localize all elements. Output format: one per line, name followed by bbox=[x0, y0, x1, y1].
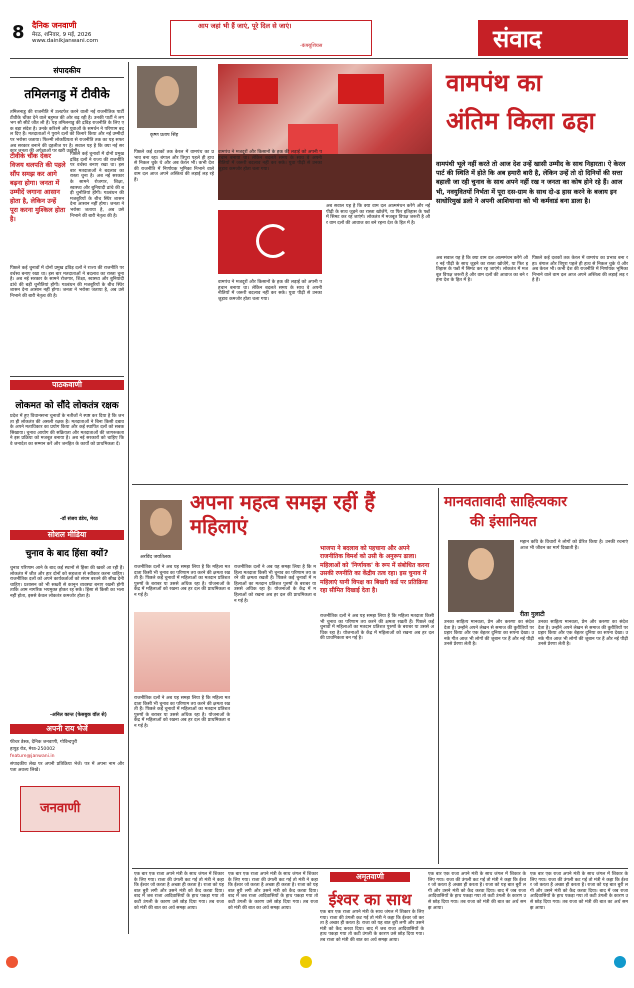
lead-body-col2: वामपंथ ने मजदूरों और किसानों के हक की लड़ाई को अपनी पहचान बनाया था। लेकिन बदलते समय के साथ वे अपनी नीतियों में जरूरी बदलाव नहीं कर सके। युवा पीढ़ी से उनका जुड़ाव कमजोर होता चला गया। bbox=[218, 150, 322, 172]
contact-label: अपनी राय भेजें bbox=[10, 724, 124, 734]
women-photo bbox=[134, 612, 230, 692]
editorial-pullquote: टीवीके चौंक देकर विजय थलपति की पहले सौंप समझ कर आगे बढ़ना होगा। जनता में उम्मीदें जगाना आसान होता है, लेकिन उन्हें पूरा करना मुश्किल होता है। bbox=[10, 152, 66, 223]
women-standfirst: भाजपा ने बदलाव को पहचाना और अपने राजनीतिक विमर्श को उसी के अनुरूप ढाला। महिलाओं को 'निर्णायक' के रूप में संबोधित करना उसकी रणनीति का केंद्रीय तत्व रहा। इस चुनाव में महिलाएं यानी विपक्ष का बिखरी कर्ड पर प्रतिक्रिया रहा सीमित दिखाई देता है। bbox=[320, 545, 430, 595]
amritvani-headline: ईश्वर का साथ bbox=[328, 890, 412, 909]
reg-mark-right bbox=[614, 956, 626, 968]
page-number: 8 bbox=[12, 22, 25, 43]
amritvani-label: अमृतवाणी bbox=[330, 872, 410, 882]
women-headline: अपना महत्व समझ रहीं हैं महिलाएं bbox=[190, 490, 375, 538]
social-label: सोशल मीडिया bbox=[10, 530, 124, 540]
amritvani-col1: एक बार एक राजा अपने मंत्री के साथ जंगल में शिकार के लिए गया। राजा की उंगली कट गई तो मंत्री ने कहा कि ईश्वर जो करता है अच्छा ही करता है। राजा को यह बात बुरी लगी और उसने मंत्री को कैद करवा दिया। बाद में जब राजा आदिवासियों के हाथ पकड़ा गया तो कटी उंगली के कारण उसे छोड़ दिया गया। तब राजा को मंत्री की बात का अर्थ समझ आया। bbox=[134, 872, 224, 911]
contact-line2: हापुड़ रोड, मेरठ-250002 bbox=[10, 747, 56, 752]
lead-body-col5: पिछले कई दशकों तक केरल में वामपंथ का प्रभाव बना रहा। बंगाल और त्रिपुरा पहले ही हाथ से निकल चुके थे और अब केरल भी। कभी देश की राजनीति में निर्णायक भूमिका निभाने वाले वाम दल आज अपने अस्तित्व की लड़ाई लड़ रहे हैं। bbox=[532, 256, 628, 284]
reg-mark-left bbox=[6, 956, 18, 968]
lead-photo-caption: कृष्ण प्रताप सिंह bbox=[150, 133, 179, 138]
brand-name: दैनिक जनवाणी bbox=[32, 21, 77, 30]
social-headline: चुनाव के बाद हिंसा क्यों? bbox=[25, 549, 109, 559]
lead-deck: वामपंथी भूले नहीं करते तो आज देश उन्हें खासी उम्मीद के साथ निहारता। ऐ केरल पार्ट की स्थिति में होते कि अब हमारी बारी है, लेकिन उन्हें तो दो दिनियों की सत्ता बहाली जा रही चुनाव के साथ अपने नहीं रख न जनता का कोष होने रहे हैं। आज भी, नवयुवितयों निर्भता में पूरा दस-ग्राम के साथ दो-ढ हास करने के बजाय इन साधोरिमुखं डलो ने अपनी आशियानाा को भी कर्मवाडं बना डाला है। bbox=[436, 160, 626, 205]
tribute-intro: महान कवि के विचारों ने लोगों को प्रेरित किया है। उनकी रचनाएं आज भी जीवन का मार्ग दिखाती हैं। bbox=[520, 540, 628, 551]
contact-email[interactable]: feature@janwani.in bbox=[10, 754, 55, 759]
lead-headline-box bbox=[436, 64, 628, 156]
quote-author: -कंफ्यूशियस bbox=[300, 43, 323, 49]
bottom-section-rule bbox=[132, 868, 628, 869]
lead-body-col1: पिछले कई दशकों तक केरल में वामपंथ का प्रभाव बना रहा। बंगाल और त्रिपुरा पहले ही हाथ से निकल चुके थे और अब केरल भी। कभी देश की राजनीति में निर्णायक भूमिका निभाने वाले वाम दल आज अपने अस्तित्व की लड़ाई लड़ रहे हैं। bbox=[134, 150, 214, 183]
women-body-col2: राजनीतिक दलों ने अब यह समझ लिया है कि महिला मतदाता किसी भी चुनाव का परिणाम तय करने की क्षमता रखती हैं। पिछले कई चुनावों में महिलाओं का मतदान प्रतिशत पुरुषों के बराबर या उससे अधिक रहा है। योजनाओं के केंद्र में महिलाओं को रखना अब हर दल की प्राथमिकता बन गई है। bbox=[234, 565, 316, 604]
editorial-rule bbox=[10, 77, 124, 78]
women-body-col3: राजनीतिक दलों ने अब यह समझ लिया है कि महिला मतदाता किसी भी चुनाव का परिणाम तय करने की क्षमता रखती हैं। पिछले कई चुनावों में महिलाओं का मतदान प्रतिशत पुरुषों के बराबर या उससे अधिक रहा है। योजनाओं के केंद्र में महिलाओं को रखना अब हर दल की प्राथमिकता बन गई है। bbox=[320, 614, 434, 642]
tribute-headline-line1: मानवतावादी साहित्यकार bbox=[444, 494, 567, 510]
rally-flag-1 bbox=[238, 78, 278, 104]
hammer-sickle-icon bbox=[256, 224, 290, 258]
lead-graphic bbox=[218, 210, 322, 274]
section-name: संवाद bbox=[493, 24, 542, 53]
amritvani-col5: एक बार एक राजा अपने मंत्री के साथ जंगल में शिकार के लिए गया। राजा की उंगली कट गई तो मंत्री ने कहा कि ईश्वर जो करता है अच्छा ही करता है। राजा को यह बात बुरी लगी और उसने मंत्री को कैद करवा दिया। बाद में जब राजा आदिवासियों के हाथ पकड़ा गया तो कटी उंगली के कारण उसे छोड़ दिया गया। तब राजा को मंत्री की बात का अर्थ समझ आया। bbox=[530, 872, 628, 911]
masthead-url: www.dainikjanwani.com bbox=[32, 38, 99, 44]
letters-top-rule bbox=[10, 376, 124, 377]
amritvani-col2: एक बार एक राजा अपने मंत्री के साथ जंगल में शिकार के लिए गया। राजा की उंगली कट गई तो मंत्री ने कहा कि ईश्वर जो करता है अच्छा ही करता है। राजा को यह बात बुरी लगी और उसने मंत्री को कैद करवा दिया। बाद में जब राजा आदिवासियों के हाथ पकड़ा गया तो कटी उंगली के कारण उसे छोड़ दिया गया। तब राजा को मंत्री की बात का अर्थ समझ आया। bbox=[228, 872, 318, 911]
letters-headline: लोकमत को सौंदे लोकतंत्र रक्षक bbox=[15, 401, 119, 411]
women-body-col1: राजनीतिक दलों ने अब यह समझ लिया है कि महिला मतदाता किसी भी चुनाव का परिणाम तय करने की क्षमता रखती हैं। पिछले कई चुनावों में महिलाओं का मतदान प्रतिशत पुरुषों के बराबर या उससे अधिक रहा है। योजनाओं के केंद्र में महिलाओं को रखना अब हर दल की प्राथमिकता बन गई है। bbox=[134, 565, 230, 598]
women-tribute-divider bbox=[438, 488, 439, 864]
editorial-body: तमिलनाडु की राजनीति में उलटफेर करने वाली नई राजनीतिक पार्टी टीवीके चौंका देने वाले बहुमत की ओर बढ़ रही है। उनकी पार्टी ने लगभग सौ सीटें जीत ली हैं। यह तमिलनाडु की द्रविड़ राजनीति के लिए एक बड़ा संदेश है। उनके करिश्मे और युवाओं के समर्थन ने परिणाम बदल दिए हैं। मतदाताओं ने पुराने दलों को किनारे किया और नई उम्मीदों पर भरोसा जताया। फिल्मी लोकप्रियता से राजनीति तक का यह सफर अब सरकार बनाने की दहलीज पर है। सवाल यह है कि क्या नई सरकार जनता की अपेक्षाओं पर खरी उतरेगी। bbox=[10, 110, 124, 155]
lead-headline-line2: अंतिम किला ढहा bbox=[446, 106, 595, 135]
lead-body-col3: अब सवाल यह है कि क्या वाम दल आत्ममंथन करेंगे और नई पीढ़ी के साथ जुड़ने का रास्ता खोजेंगे, या फिर इतिहास के पन्नों में सिमट कर रह जाएंगे। लोकतंत्र में मजबूत विपक्ष जरूरी है और वाम दलों की आवाज का बने रहना देश के हित में है। bbox=[326, 204, 430, 226]
lead-body-col2b: वामपंथ ने मजदूरों और किसानों के हक की लड़ाई को अपनी पहचान बनाया था। लेकिन बदलते समय के साथ वे अपनी नीतियों में जरूरी बदलाव नहीं कर सके। युवा पीढ़ी से उनका जुड़ाव कमजोर होता चला गया। bbox=[218, 280, 322, 302]
tribute-face bbox=[468, 548, 494, 580]
tribute-headline-line2: की इंसानियत bbox=[470, 514, 537, 530]
lead-photo-portrait bbox=[137, 66, 197, 128]
social-author: -अनिल कान्त (फेसबुक वॉल से) bbox=[50, 713, 107, 718]
reg-mark-mid bbox=[300, 956, 312, 968]
tribute-body-col1: उनका साहित्य मानवता, प्रेम और करुणा का संदेश देता है। उन्होंने अपने लेखन से समाज की कुरीतियों पर प्रहार किया और एक बेहतर दुनिया का सपना देखा। उनके गीत आज भी लोगों की जुबान पर हैं और नई पीढ़ी उनसे प्रेरणा लेती है। bbox=[444, 620, 534, 648]
lead-headline-line1: वामपंथ का bbox=[446, 68, 542, 97]
women-author-photo bbox=[140, 500, 182, 550]
left-column-divider bbox=[128, 62, 129, 934]
color-registration-strip bbox=[0, 944, 634, 988]
amritvani-col3: एक बार एक राजा अपने मंत्री के साथ जंगल में शिकार के लिए गया। राजा की उंगली कट गई तो मंत्री ने कहा कि ईश्वर जो करता है अच्छा ही करता है। राजा को यह बात बुरी लगी और उसने मंत्री को कैद करवा दिया। बाद में जब राजा आदिवासियों के हाथ पकड़ा गया तो कटी उंगली के कारण उसे छोड़ दिया गया। तब राजा को मंत्री की बात का अर्थ समझ आया। bbox=[320, 910, 424, 943]
amritvani-col4: एक बार एक राजा अपने मंत्री के साथ जंगल में शिकार के लिए गया। राजा की उंगली कट गई तो मंत्री ने कहा कि ईश्वर जो करता है अच्छा ही करता है। राजा को यह बात बुरी लगी और उसने मंत्री को कैद करवा दिया। बाद में जब राजा आदिवासियों के हाथ पकड़ा गया तो कटी उंगली के कारण उसे छोड़ दिया गया। तब राजा को मंत्री की बात का अर्थ समझ आया। bbox=[428, 872, 526, 911]
lead-bottom-rule bbox=[132, 484, 628, 485]
masthead-date: मेरठ, शनिवार, 9 मई, 2026 bbox=[32, 32, 92, 38]
author-face bbox=[150, 508, 172, 536]
letters-body: प्रदेश में हुए विधानसभा चुनावों के नतीजों ने स्पष्ट कर दिया है कि जनता ही लोकतंत्र की असली रक्षक है। मतदाताओं ने बिना किसी दबाव के अपने मताधिकार का प्रयोग किया और कई स्थापित दलों को सबक सिखाया। चुनाव आयोग की सक्रियता और मतदाताओं की जागरूकता ने इस प्रक्रिया को मजबूत बनाया है। अब नई सरकारों को चाहिए कि वे जनादेश का सम्मान करें और जनहित के कार्यों को प्राथमिकता दें। bbox=[10, 414, 124, 447]
lead-body-col4: अब सवाल यह है कि क्या वाम दल आत्ममंथन करेंगे और नई पीढ़ी के साथ जुड़ने का रास्ता खोजेंगे, या फिर इतिहास के पन्नों में सिमट कर रह जाएंगे। लोकतंत्र में मजबूत विपक्ष जरूरी है और वाम दलों की आवाज का बने रहना देश के हित में है। bbox=[436, 256, 528, 284]
contact-line1: फीचर डेस्क, दैनिक जनवाणी, गोविन्दपुरी bbox=[10, 740, 78, 745]
quote-text: आप जहां भी हैं जाएं, पूरे दिल से जाएं। bbox=[198, 22, 292, 30]
letters-label: पाठकवाणी bbox=[10, 380, 124, 390]
contact-note: संपादकीय लेख पर अपनी प्रतिक्रिया भेजें। पत्र में अपना नाम और पता अवश्य लिखें। bbox=[10, 762, 124, 773]
masthead-divider bbox=[10, 58, 628, 59]
masthead bbox=[0, 0, 634, 60]
women-body-col1b: राजनीतिक दलों ने अब यह समझ लिया है कि महिला मतदाता किसी भी चुनाव का परिणाम तय करने की क्षमता रखती हैं। पिछले कई चुनावों में महिलाओं का मतदान प्रतिशत पुरुषों के बराबर या उससे अधिक रहा है। योजनाओं के केंद्र में महिलाओं को रखना अब हर दल की प्राथमिकता बन गई है। bbox=[134, 696, 230, 729]
tribute-photo bbox=[448, 540, 514, 612]
editorial-side-body: पिछले कई चुनावों में दोनों प्रमुख द्रविड़ दलों ने राज्य की राजनीति पर वर्चस्व बनाए रखा था। इस बार मतदाताओं ने बदलाव का रास्ता चुना है। अब नई सरकार के सामने रोजगार, शिक्षा, स्वास्थ्य और बुनियादी ढांचे की बड़ी चुनौतियां होंगी। गठबंधन की मजबूरियों के बीच स्थिर शासन देना आसान नहीं होगा। जनता ने भरोसा जताया है, अब उसे निभाने की बारी नेतृत्व की है। bbox=[70, 152, 124, 219]
rally-flag-2 bbox=[338, 74, 384, 104]
women-author-caption: अरविंद जयतिलक bbox=[140, 555, 171, 560]
editorial-headline: तमिलनाडु में टीवीके bbox=[24, 87, 110, 101]
editorial-label: संपादकीय bbox=[53, 66, 81, 75]
social-body: चुनाव परिणाम आने के बाद कई स्थानों से हिंसा की खबरें आ रही हैं। लोकतंत्र में जीत और हार दोनों को सहजता से स्वीकार करना चाहिए। राजनीतिक दलों को अपने कार्यकर्ताओं को संयम बरतने की सीख देनी चाहिए। प्रशासन को भी सख्ती से कानून व्यवस्था बनाए रखनी होगी ताकि आम नागरिक भयमुक्त होकर रह सकें। हिंसा से किसी का भला नहीं होता, इससे केवल लोकतंत्र कमजोर होता है। bbox=[10, 566, 124, 599]
portrait-face bbox=[155, 76, 179, 106]
editorial-body-continued: पिछले कई चुनावों में दोनों प्रमुख द्रविड़ दलों ने राज्य की राजनीति पर वर्चस्व बनाए रखा था। इस बार मतदाताओं ने बदलाव का रास्ता चुना है। अब नई सरकार के सामने रोजगार, शिक्षा, स्वास्थ्य और बुनियादी ढांचे की बड़ी चुनौतियां होंगी। गठबंधन की मजबूरियों के बीच स्थिर शासन देना आसान नहीं होगा। जनता ने भरोसा जताया है, अब उसे निभाने की बारी नेतृत्व की है। bbox=[10, 266, 124, 299]
tribute-author-label: रीता गुलाटी bbox=[520, 611, 545, 618]
letters-author: -डॉ संजय डंडेय, मेरठ bbox=[60, 517, 98, 522]
contact-logo: जनवाणी bbox=[40, 801, 81, 816]
tribute-body-col2: उनका साहित्य मानवता, प्रेम और करुणा का संदेश देता है। उन्होंने अपने लेखन से समाज की कुरीतियों पर प्रहार किया और एक बेहतर दुनिया का सपना देखा। उनके गीत आज भी लोगों की जुबान पर हैं और नई पीढ़ी उनसे प्रेरणा लेती है। bbox=[538, 620, 628, 648]
